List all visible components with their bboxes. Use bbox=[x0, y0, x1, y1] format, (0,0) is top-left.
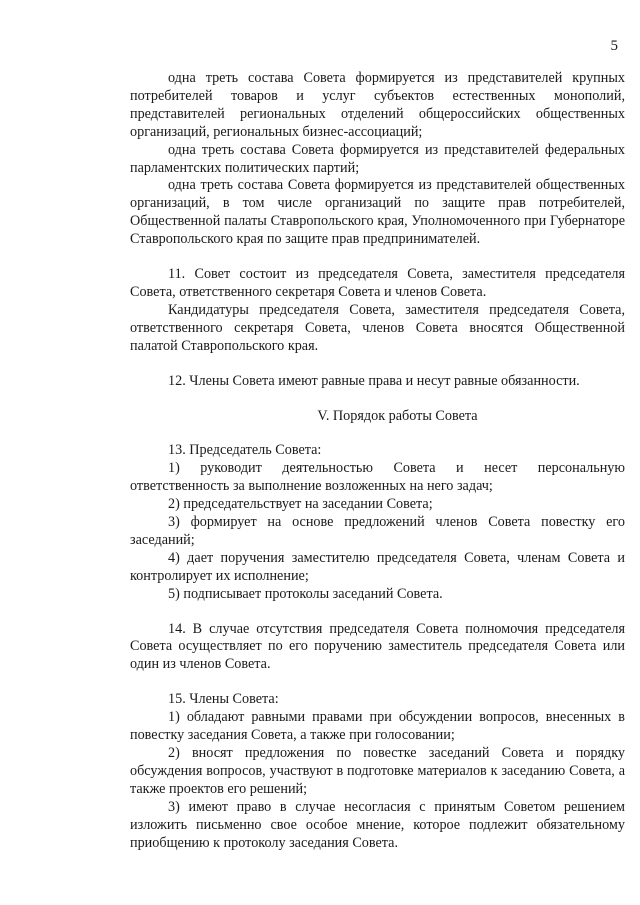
paragraph-council-third-public: одна треть состава Совета формируется из представителей общественных организаций, в том числе организаций по защите прав потребителей, Общественной палаты Ставропольского края, Уполномоченного при Губернаторе Ставропольского края по защите прав предпринимателей. bbox=[130, 177, 625, 248]
spacer bbox=[130, 356, 625, 373]
clause-13-item-5: 5) подписывает протоколы заседаний Совета. bbox=[168, 585, 443, 602]
paragraph-council-third-parties: одна треть состава Совета формируется из представителей федеральных парламентских политических партий; bbox=[130, 141, 625, 176]
clause-15: 15. Члены Совета: bbox=[168, 691, 279, 708]
document-body bbox=[130, 70, 625, 852]
clause-14: 14. В случае отсутствия председателя Совета полномочия председателя Совета осуществляет по его поручению заместитель председателя Совета или один из членов Совета. bbox=[130, 620, 625, 673]
clause-13-item-3: 3) формирует на основе предложений членов Совета повестку его заседаний; bbox=[130, 514, 625, 548]
spacer bbox=[130, 604, 625, 621]
clause-11: 11. Совет состоит из председателя Совета, заместителя председателя Совета, ответственного секретаря Совета и членов Совета. bbox=[130, 266, 625, 300]
section-heading: V. Порядок работы Совета bbox=[317, 407, 478, 424]
clause-13-item-1: 1) руководит деятельностью Совета и несет персональную ответственность за выполнение возложенных на него задач; bbox=[130, 460, 625, 495]
page-number: 5 bbox=[610, 38, 618, 54]
spacer bbox=[130, 674, 625, 691]
clause-15-item-1: 1) обладают равными правами при обсуждении вопросов, внесенных в повестку заседания Совета, а также при голосовании; bbox=[130, 709, 625, 744]
spacer bbox=[130, 391, 625, 408]
clause-15-item-2: 2) вносят предложения по повестке заседаний Совета и порядку обсуждения вопросов, участвуют в подготовке материалов к заседанию Совета, а также проектов его решений; bbox=[130, 745, 625, 797]
paragraph-council-third-consumers: одна треть состава Совета формируется из представителей крупных потребителей товаров и услуг субъектов естественных монополий, представителей региональных отделений общероссийских общественных организаций, региональных бизнес-ассоциаций; bbox=[130, 70, 625, 140]
clause-13-item-2: 2) председательствует на заседании Совета; bbox=[168, 496, 433, 513]
spacer bbox=[130, 249, 625, 266]
clause-13-item-4: 4) дает поручения заместителю председателя Совета, членам Совета и контролирует их исполнение; bbox=[130, 549, 625, 584]
clause-15-item-3: 3) имеют право в случае несогласия с принятым Советом решением изложить письменно свое особое мнение, которое подлежит обязательному приобщению к протоколу заседания Совета. bbox=[130, 798, 625, 851]
spacer bbox=[130, 425, 625, 442]
paragraph-candidates: Кандидатуры председателя Совета, заместителя председателя Совета, ответственного секретаря Совета, членов Совета вносятся Общественной палатой Ставропольского края. bbox=[130, 301, 625, 354]
clause-13: 13. Председатель Совета: bbox=[168, 442, 322, 459]
clause-12: 12. Члены Совета имеют равные права и несут равные обязанности. bbox=[168, 372, 580, 389]
